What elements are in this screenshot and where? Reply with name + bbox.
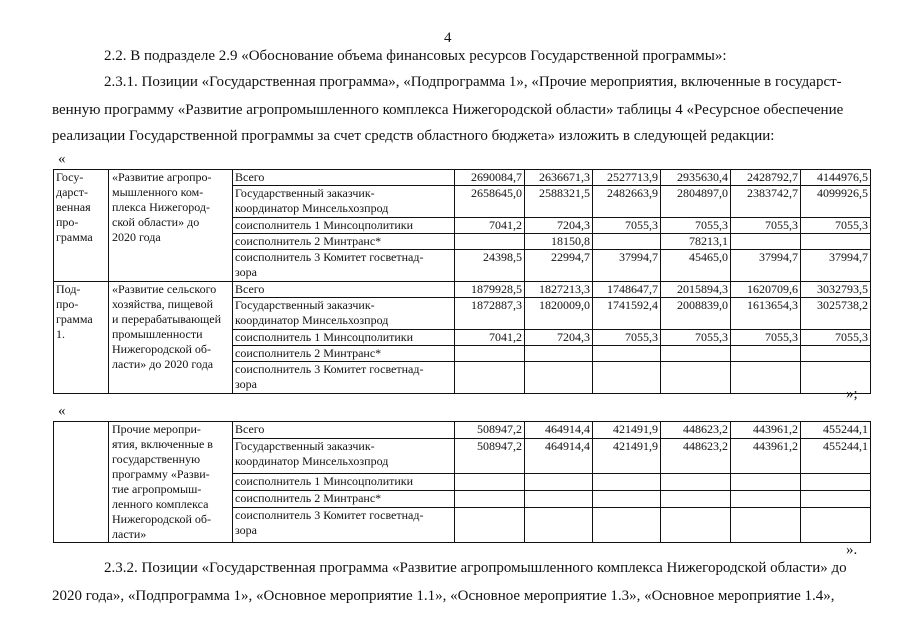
source-label-cell: соисполнитель 3 Комитет госветнад- зора	[233, 362, 455, 394]
source-label-cell: соисполнитель 3 Комитет госветнад- зора	[233, 508, 455, 543]
amount-cell	[731, 362, 801, 394]
amount-cell: 2690084,7	[455, 170, 525, 186]
source-label-cell: соисполнитель 2 Минтранс*	[233, 491, 455, 508]
amount-cell: 421491,9	[593, 439, 661, 474]
source-label-cell: Государственный заказчик- координатор Минсельхозпрод	[233, 186, 455, 218]
amount-cell: 3032793,5	[801, 282, 871, 298]
opening-quote-2: «	[58, 403, 66, 419]
source-label-cell: соисполнитель 1 Минсоцполитики	[233, 218, 455, 234]
amount-cell	[661, 473, 731, 490]
amount-cell: 421491,9	[593, 422, 661, 439]
amount-cell: 455244,1	[801, 422, 871, 439]
amount-cell: 7055,3	[661, 330, 731, 346]
amount-cell	[593, 346, 661, 362]
amount-cell	[455, 234, 525, 250]
amount-cell	[455, 491, 525, 508]
source-label-cell: Всего	[233, 282, 455, 298]
amount-cell: 1827213,3	[525, 282, 593, 298]
source-label-cell: соисполнитель 1 Минсоцполитики	[233, 330, 455, 346]
amount-cell: 7055,3	[731, 330, 801, 346]
amount-cell: 37994,7	[731, 250, 801, 282]
paragraph-2-3-2-line-2: 2020 года», «Подпрограмма 1», «Основное мероприятие 1.1», «Основное мероприятие 1.3», «Основное мероприятие 1.4»,	[52, 588, 835, 604]
amount-cell: 7055,3	[801, 330, 871, 346]
paragraph-2-3-1-line-1: 2.3.1. Позиции «Государственная программа», «Подпрограмма 1», «Прочие мероприятия, включенные в государст-	[104, 74, 842, 90]
amount-cell: 3025738,2	[801, 298, 871, 330]
source-label-cell: Государственный заказчик- координатор Минсельхозпрод	[233, 298, 455, 330]
amount-cell: 37994,7	[801, 250, 871, 282]
amount-cell: 464914,4	[525, 439, 593, 474]
amount-cell: 1872887,3	[455, 298, 525, 330]
resource-table-1	[53, 169, 871, 394]
amount-cell: 7055,3	[731, 218, 801, 234]
amount-cell: 2636671,3	[525, 170, 593, 186]
amount-cell	[661, 508, 731, 543]
amount-cell	[593, 508, 661, 543]
resource-table-2	[53, 421, 871, 543]
amount-cell	[661, 491, 731, 508]
amount-cell: 1613654,3	[731, 298, 801, 330]
amount-cell	[593, 473, 661, 490]
amount-cell: 2383742,7	[731, 186, 801, 218]
opening-quote-1: «	[58, 151, 66, 167]
amount-cell	[801, 491, 871, 508]
amount-cell	[525, 346, 593, 362]
amount-cell: 24398,5	[455, 250, 525, 282]
amount-cell: 1820009,0	[525, 298, 593, 330]
amount-cell: 448623,2	[661, 422, 731, 439]
amount-cell: 2527713,9	[593, 170, 661, 186]
program-type-cell	[54, 422, 109, 543]
amount-cell: 7055,3	[661, 218, 731, 234]
amount-cell: 443961,2	[731, 439, 801, 474]
amount-cell: 1748647,7	[593, 282, 661, 298]
amount-cell: 45465,0	[661, 250, 731, 282]
table-row	[54, 170, 871, 186]
amount-cell: 7204,3	[525, 330, 593, 346]
paragraph-2-2: 2.2. В подразделе 2.9 «Обоснование объема финансовых ресурсов Государственной программы»:	[104, 48, 727, 64]
amount-cell: 4099926,5	[801, 186, 871, 218]
amount-cell: 455244,1	[801, 439, 871, 474]
source-label-cell: Всего	[233, 170, 455, 186]
amount-cell	[801, 234, 871, 250]
amount-cell: 1620709,6	[731, 282, 801, 298]
amount-cell: 2015894,3	[661, 282, 731, 298]
program-type-cell: Под- про- грамма 1.	[54, 282, 109, 394]
amount-cell	[593, 234, 661, 250]
source-label-cell: соисполнитель 1 Минсоцполитики	[233, 473, 455, 490]
table-row	[54, 422, 871, 439]
amount-cell	[661, 362, 731, 394]
amount-cell: 7055,3	[593, 218, 661, 234]
paragraph-2-3-1-line-3: реализации Государственной программы за счет средств областного бюджета» изложить в следующей редакции:	[52, 128, 775, 144]
amount-cell	[455, 508, 525, 543]
amount-cell	[731, 508, 801, 543]
page-number: 4	[444, 30, 452, 46]
source-label-cell: соисполнитель 2 Минтранс*	[233, 346, 455, 362]
amount-cell	[455, 473, 525, 490]
program-name-cell: «Развитие сельского хозяйства, пищевой и перерабатывающей промышленности Нижегородской об- ласти» до 2020 года	[109, 282, 233, 394]
amount-cell: 508947,2	[455, 422, 525, 439]
amount-cell	[525, 508, 593, 543]
amount-cell: 7055,3	[801, 218, 871, 234]
closing-quote-2: ».	[846, 542, 858, 558]
amount-cell: 1879928,5	[455, 282, 525, 298]
amount-cell: 448623,2	[661, 439, 731, 474]
amount-cell	[801, 473, 871, 490]
amount-cell	[801, 346, 871, 362]
amount-cell	[731, 346, 801, 362]
table-row	[54, 282, 871, 298]
amount-cell	[593, 362, 661, 394]
source-label-cell: соисполнитель 3 Комитет госветнад- зора	[233, 250, 455, 282]
amount-cell	[801, 362, 871, 394]
source-label-cell: Государственный заказчик- координатор Минсельхозпрод	[233, 439, 455, 474]
amount-cell	[661, 346, 731, 362]
amount-cell: 4144976,5	[801, 170, 871, 186]
amount-cell: 7041,2	[455, 218, 525, 234]
amount-cell: 2588321,5	[525, 186, 593, 218]
amount-cell	[525, 362, 593, 394]
amount-cell: 2428792,7	[731, 170, 801, 186]
paragraph-2-3-2-line-1: 2.3.2. Позиции «Государственная программа «Развитие агропромышленного комплекса Нижегородской области» до	[104, 560, 847, 576]
amount-cell: 37994,7	[593, 250, 661, 282]
amount-cell: 7055,3	[593, 330, 661, 346]
source-label-cell: соисполнитель 2 Минтранс*	[233, 234, 455, 250]
amount-cell	[731, 491, 801, 508]
amount-cell	[731, 234, 801, 250]
program-name-cell: Прочие меропри- ятия, включенные в государственную программу «Разви- тие агропромыш- ленного комплекса Нижегородской об- ласти»	[109, 422, 233, 543]
source-label-cell: Всего	[233, 422, 455, 439]
program-type-cell: Госу- дарст- венная про- грамма	[54, 170, 109, 282]
amount-cell	[593, 491, 661, 508]
paragraph-2-3-1-line-2: венную программу «Развитие агропромышленного комплекса Нижегородской области» таблицы 4 «Ресурсное обеспечение	[52, 102, 844, 118]
amount-cell: 22994,7	[525, 250, 593, 282]
amount-cell: 2804897,0	[661, 186, 731, 218]
amount-cell: 18150,8	[525, 234, 593, 250]
amount-cell: 464914,4	[525, 422, 593, 439]
program-name-cell: «Развитие агропро- мышленного ком- плекса Нижегород- ской области» до 2020 года	[109, 170, 233, 282]
amount-cell: 1741592,4	[593, 298, 661, 330]
amount-cell: 7204,3	[525, 218, 593, 234]
amount-cell: 2658645,0	[455, 186, 525, 218]
amount-cell	[455, 346, 525, 362]
amount-cell	[801, 508, 871, 543]
amount-cell: 508947,2	[455, 439, 525, 474]
amount-cell: 443961,2	[731, 422, 801, 439]
amount-cell	[455, 362, 525, 394]
amount-cell: 7041,2	[455, 330, 525, 346]
amount-cell: 2008839,0	[661, 298, 731, 330]
amount-cell: 2482663,9	[593, 186, 661, 218]
amount-cell	[731, 473, 801, 490]
amount-cell	[525, 491, 593, 508]
closing-quote-1: »;	[846, 386, 858, 402]
amount-cell	[525, 473, 593, 490]
amount-cell: 2935630,4	[661, 170, 731, 186]
amount-cell: 78213,1	[661, 234, 731, 250]
